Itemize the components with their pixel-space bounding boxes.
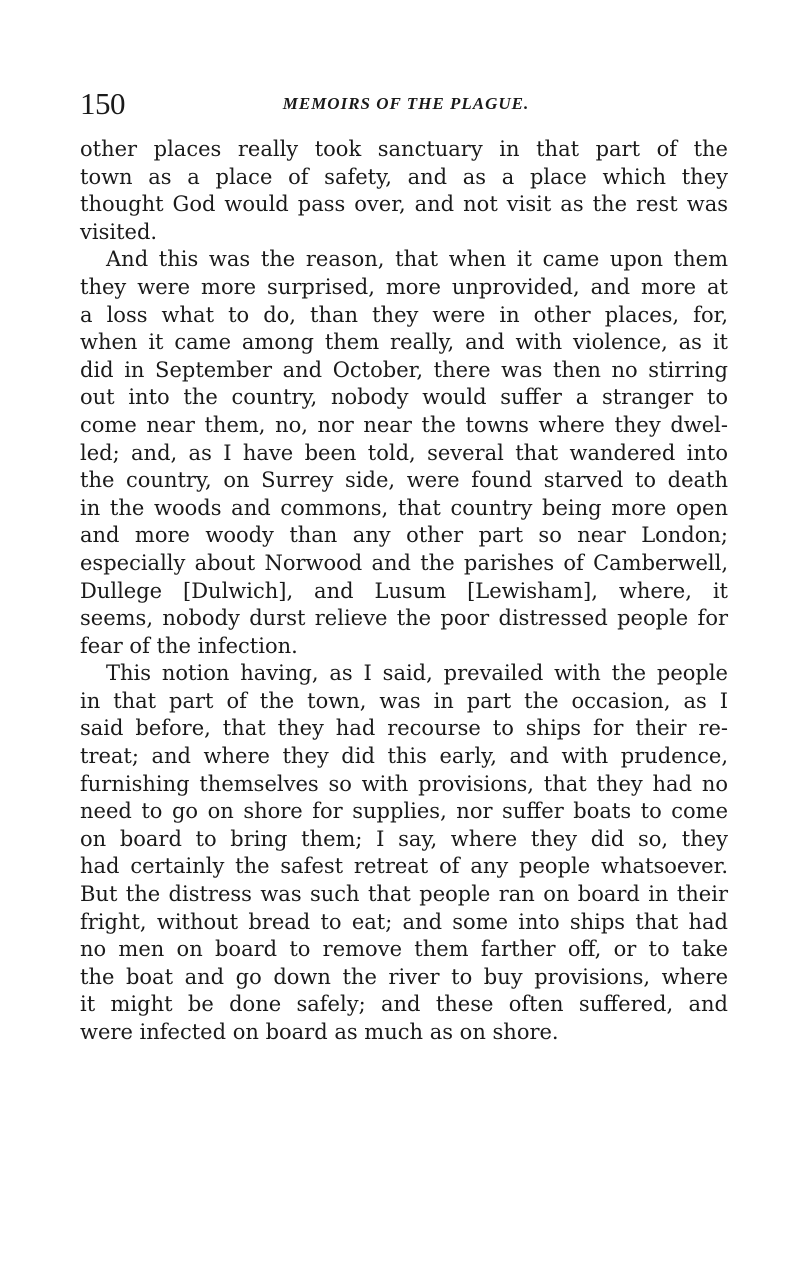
text-line: and more woody than any other part so near London; — [80, 523, 728, 548]
text-line: town as a place of safety, and as a place which they — [80, 164, 728, 189]
text-line: the boat and go down the river to buy provisions, where — [80, 964, 728, 989]
text-line: This notion having, as I said, prevailed with the people — [106, 661, 728, 686]
text-line: in the woods and commons, that country being more open — [80, 495, 728, 520]
text-line: But the distress was such that people ran on board in their — [80, 882, 728, 907]
text-line: the country, on Surrey side, were found starved to death — [80, 468, 728, 493]
text-line: out into the country, nobody would suffer a stranger to — [80, 385, 728, 410]
running-head: MEMOIRS OF THE PLAGUE. — [282, 94, 530, 113]
text-line: come near them, no, nor near the towns where they dwel- — [80, 412, 728, 437]
page-header — [80, 86, 720, 126]
text-line: said before, that they had recourse to ships for their re- — [80, 716, 728, 741]
text-line: led; and, as I have been told, several that wandered into — [80, 440, 728, 465]
text-line: furnishing themselves so with provisions, that they had no — [80, 771, 728, 796]
text-line: thought God would pass over, and not visit as the rest was — [80, 192, 728, 217]
text-line: seems, nobody durst relieve the poor distressed people for — [80, 606, 728, 631]
text-line: no men on board to remove them farther off, or to take — [80, 937, 728, 962]
text-line: in that part of the town, was in part the occasion, as I — [80, 688, 728, 713]
page-number: 150 — [80, 86, 125, 121]
text-line: especially about Norwood and the parishes of Camberwell, — [80, 550, 728, 575]
text-line: a loss what to do, than they were in other places, for, — [80, 302, 728, 327]
text-line: had certainly the safest retreat of any people whatsoever. — [80, 854, 728, 879]
text-line: on board to bring them; I say, where they did so, they — [80, 826, 728, 851]
text-line: it might be done safely; and these often suffered, and — [80, 992, 728, 1017]
text-line: fright, without bread to eat; and some into ships that had — [80, 909, 728, 934]
text-line: other places really took sanctuary in that part of the — [80, 137, 728, 161]
text-line: treat; and where they did this early, and with prudence, — [80, 744, 728, 769]
text-line: were infected on board as much as on shore. — [80, 1020, 559, 1044]
text-line: And this was the reason, that when it came upon them — [106, 247, 728, 272]
text-line: did in September and October, there was then no stirring — [80, 357, 728, 382]
text-line: they were more surprised, more unprovided, and more at — [80, 274, 728, 299]
text-line: need to go on shore for supplies, nor suffer boats to come — [80, 799, 728, 824]
body-text — [80, 136, 728, 1047]
text-line: Dullege [Dulwich], and Lusum [Lewisham], where, it — [80, 578, 728, 603]
text-line: when it came among them really, and with violence, as it — [80, 330, 728, 355]
text-line: fear of the infection. — [80, 633, 298, 658]
text-line: visited. — [80, 219, 158, 244]
